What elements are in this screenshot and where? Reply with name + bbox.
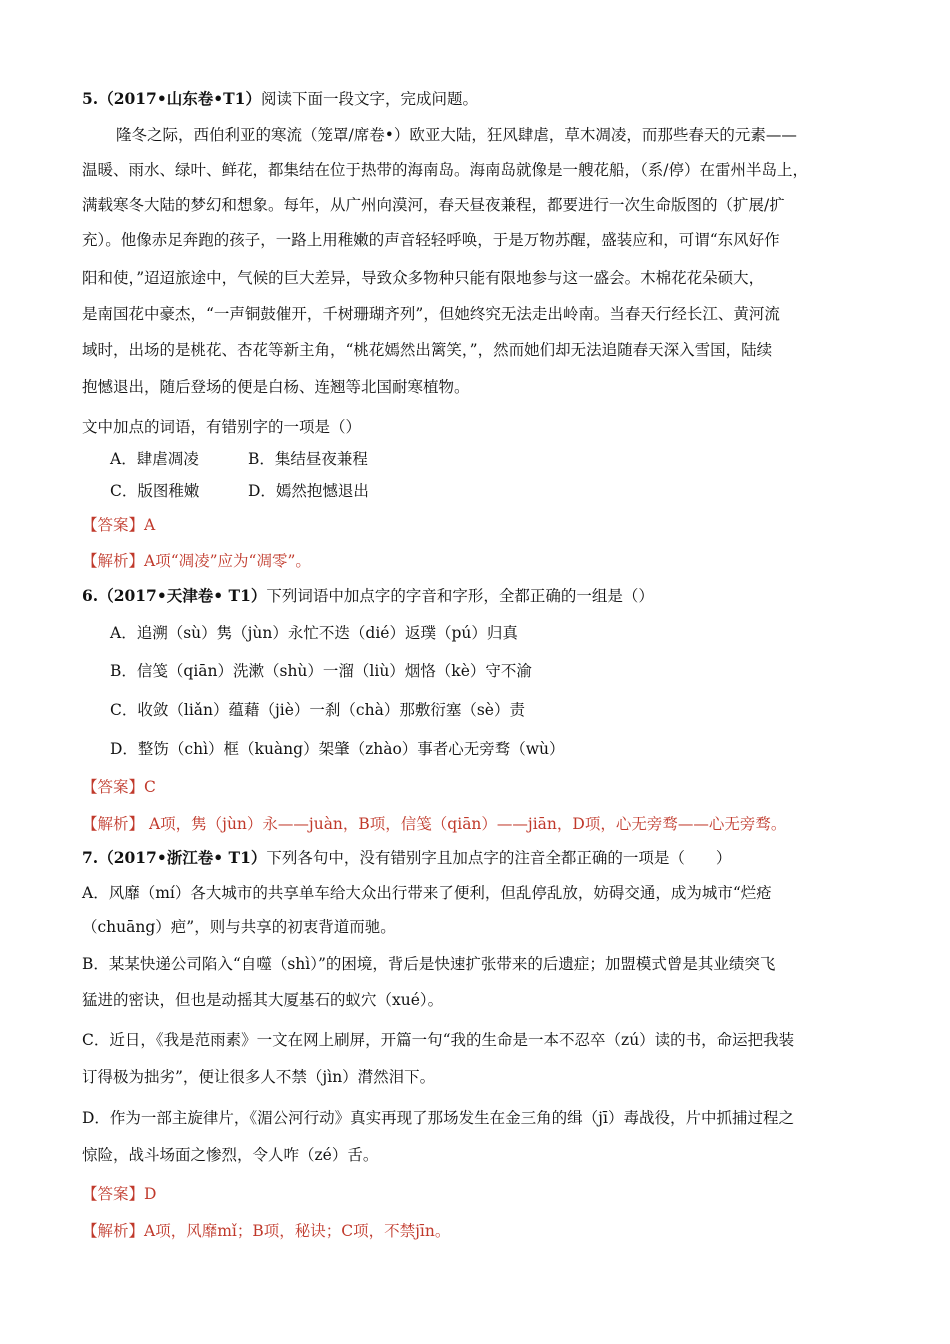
q6-analysis-text: A项，隽（jùn）永——juàn，B项，信笺（qiān）——jiān，D项，心无旁骛——心无旁骛。: [144, 815, 787, 833]
q7-option-c-line-2: 订得极为拙劣”，便让很多人不禁（jìn）潸然泪下。: [82, 1068, 436, 1086]
q5-answer-label: 【答案】: [82, 516, 145, 534]
q7-option-d-line-1: D．作为一部主旋律片，《湄公河行动》真实再现了那场发生在金三角的缉（jī）毒战役，片中抓捕过程之: [82, 1109, 794, 1127]
q5-passage-line-5: 阳和使，”迢迢旅途中，气候的巨大差异，导致众多物种只能有限地参与这一盛会。木棉花花朵硕大，: [82, 269, 765, 287]
q7-analysis-text: A项，风靡mǐ；B项，秘诀；C项，不禁jīn。: [144, 1222, 451, 1240]
q5-analysis-text: A项“凋凌”应为“凋零”。: [144, 552, 311, 570]
q6-analysis-label: 【解析】: [82, 815, 145, 833]
q5-option-d: D．嫣然抱憾退出: [248, 482, 369, 500]
q6-answer-label: 【答案】: [82, 778, 145, 796]
q5-passage-line-6: 是南国花中豪杰，“一声铜鼓催开，千树珊瑚齐列”，但她终究无法走出岭南。当春天行经长江、黄河流: [82, 305, 780, 323]
q5-number: 5.: [82, 89, 99, 108]
q5-header: [82, 88, 478, 110]
q7-answer-label: 【答案】: [82, 1185, 145, 1203]
q5-passage-line-8: 抱憾退出，随后登场的便是白杨、连翘等北国耐寒植物。: [82, 378, 470, 396]
q6-instruction: 下列词语中加点字的字音和字形，全都正确的一组是（）: [266, 587, 654, 605]
q7-option-d-line-2: 惊险，战斗场面之惨烈，令人咋（zé）舌。: [82, 1146, 379, 1164]
q7-instruction: 下列各句中，没有错别字且加点字的注音全都正确的一项是（ ）: [266, 849, 732, 867]
q6-option-c: C．收敛（liǎn）蕴藉（jiè）一刹（chà）那敷衍塞（sè）责: [110, 701, 525, 719]
q7-answer-value: D: [144, 1185, 157, 1203]
q5-analysis-label: 【解析】: [82, 552, 145, 570]
q6-number: 6.: [82, 586, 99, 605]
q6-answer: [82, 776, 156, 798]
q7-option-a-line-2: （chuāng）疤”，则与共享的初衷背道而驰。: [82, 918, 396, 936]
q7-analysis: [82, 1220, 450, 1242]
q7-source: （2017•浙江卷• T1）: [98, 848, 267, 867]
q5-passage-line-3: 满载寒冬大陆的梦幻和想象。每年，从广州向漠河，春天昼夜兼程，都要进行一次生命版图的（扩展/扩: [82, 196, 785, 214]
q7-number: 7.: [82, 848, 99, 867]
q6-header: [82, 585, 654, 607]
q5-question: 文中加点的词语，有错别字的一项是（）: [82, 418, 362, 436]
q5-instruction: 阅读下面一段文字，完成问题。: [260, 90, 478, 108]
q5-analysis: [82, 550, 311, 572]
q5-passage-line-1: 隆冬之际，西伯利亚的寒流（笼罩/席卷•）欧亚大陆，狂风肆虐，草木凋凌，而那些春天的元素——: [116, 126, 797, 144]
q7-answer: [82, 1183, 156, 1205]
q5-option-b: B．集结昼夜兼程: [248, 450, 368, 468]
q5-option-a: A．肆虐凋凌: [110, 450, 199, 468]
q5-answer-value: A: [144, 516, 156, 534]
q6-source: （2017•天津卷• T1）: [98, 586, 267, 605]
q7-option-b-line-1: B．某某快递公司陷入“自噬（shì）”的困境，背后是快速扩张带来的后遗症；加盟模式曾是其业绩突飞: [82, 955, 776, 973]
q5-answer: [82, 514, 155, 536]
q6-option-a: A．追溯（sù）隽（jùn）永忙不迭（dié）返璞（pú）归真: [110, 624, 518, 642]
q5-passage-line-7: 域时，出场的是桃花、杏花等新主角，“桃花嫣然出篱笑，”，然而她们却无法追随春天深入雪国，陆续: [82, 341, 773, 359]
q7-analysis-label: 【解析】: [82, 1222, 145, 1240]
q6-option-b: B．信笺（qiān）洗漱（shù）一溜（liù）烟恪（kè）守不渝: [110, 662, 532, 680]
q7-header: [82, 847, 731, 869]
q5-option-c: C．版图稚嫩: [110, 482, 200, 500]
q5-passage-line-2: 温暖、雨水、绿叶、鲜花，都集结在位于热带的海南岛。海南岛就像是一艘花船，（系/停）在雷州半岛上，: [82, 161, 808, 179]
q5-passage-line-4: 充）。他像赤足奔跑的孩子，一路上用稚嫩的声音轻轻呼唤，于是万物苏醒，盛装应和，可谓“东风好作: [82, 231, 780, 249]
q5-source: （2017•山东卷•T1）: [98, 89, 261, 108]
q6-analysis: [82, 813, 786, 835]
q6-option-d: D．整饬（chì）框（kuàng）架肇（zhào）事者心无旁骛（wù）: [110, 740, 565, 758]
q7-option-c-line-1: C．近日，《我是范雨素》一文在网上刷屏，开篇一句“我的生命是一本不忍卒（zú）读的书，命运把我装: [82, 1031, 795, 1049]
q7-option-b-line-2: 猛进的密诀，但也是动摇其大厦基石的蚁穴（xué）。: [82, 991, 444, 1009]
q7-option-a-line-1: A．风靡（mí）各大城市的共享单车给大众出行带来了便利，但乱停乱放，妨碍交通，成为城市“烂疮: [82, 884, 772, 902]
q6-answer-value: C: [144, 778, 156, 796]
